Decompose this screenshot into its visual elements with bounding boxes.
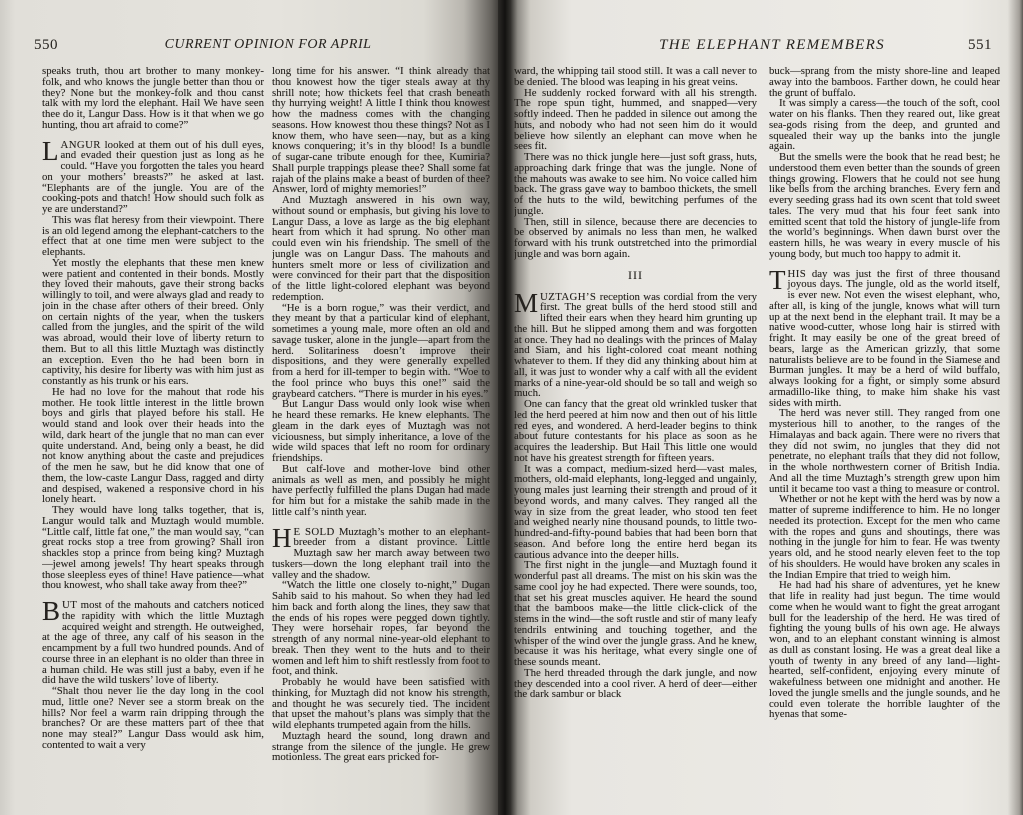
paragraph [272,303,490,400]
paragraph-text: speaks truth, thou art brother to many monkey-folk, and who knows the jungle better than thou or they? None but the monkey-folk and thou canst talk with my lord the elephant. Hail We have seen thee do it, Langur Dass. How is it that when we go hunting, thou art afraid to come?” [42,66,264,131]
section-opening-paragraph [42,596,264,687]
text-column-1 [42,66,264,811]
paragraph-text: “Watch the little one closely to-night,” Dugan Sahib said to his mahout. So when they had led him back and forth along the lines, they saw that the ends of his ropes were pegged down tightly. They were horsehair ropes, far beyond the strength of any normal nine-year-old elephant to break. Then they went to the huts and to their women and left him to shift restlessly from foot to foot, and think. [272,579,490,678]
paragraph [42,505,264,591]
paragraph [514,464,757,561]
paragraph-text: He had had his share of adventures, yet he knew that life in reality had just begun. The time would come when he would want to fight the great arrogant bull for the leadership of the herd. He was tired of fighting the young bulls of his own age. He always won, and to an elephant constant winning is almost as dull as constant losing. He was a great deal like a youth of twenty in any breed of any land—light-hearted, self-confident, enjoying every minute of wakefulness between one midnight and another. He loved the jungle smells and the jungle sounds, and he could even tolerate the horrible laughter of the hyenas that some- [769,579,1000,721]
paragraph [272,580,490,677]
paragraph-text: It was a compact, medium-sized herd—vast males, mothers, old-maid elephants, long-legged and ungainly, young males just learning their strength and proud of it beyond words, and many calves. They ranged all the way in size from the great leader, who stood ten feet and weighed nearly nine thousand pounds, to little two-hundred-and-fifty-pound babies that had been born that season. And before long the entire herd began its cautious advance into the deeper hills. [514,462,757,561]
paragraph-text: They would have long talks together, that is, Langur would talk and Muztagh would mumble. “Little calf, little fat one,” the man would say, “can great rocks stop a tree from growing? Shall iron shackles stop a prince from being king? Muztagh—jewel among jewels! Thy heart speaks through those sleepless eyes of thine! Have patience—what thou knowest, who shall take away from thee?” [42,504,264,592]
paragraph [769,98,1000,152]
drop-cap-lead-word: HIS [787,267,807,280]
paragraph-text: The herd threaded through the dark jungle, and now they descended into a cool river. A herd of deer—either the dark sambur or black [514,666,757,701]
paragraph [769,66,1000,98]
paragraph-text: He suddenly rocked forward with all his strength. The rope spun tight, hummed, and snapped—very softly indeed. Then he padded in silence out among the huts, and nobody who had not seen him do it would believe how silently an elephant can move when he sees fit. [514,86,757,153]
paragraph [272,195,490,303]
paragraph-text: looked at them out of his dull eyes, and evaded their question just as long as he could. “Have you forgotten the tales you heard on your mothers’ breasts?” he asked at last. “Elephants are of the jungle. You are of the cooking-pots and thatch! How should such folk as ye are understand?” [42,138,264,215]
paragraph [769,494,1000,580]
paragraph-text: He had no love for the mahout that rode his mother. He took little interest in the little brown boys and girls that played before his stall. He would stand and look over their heads into the wild, dark heart of the jungle that no man can ever quite understand. And, being only a beast, he did not know anything about the caste and prejudices of the men he saw, but he did know that one of them, the low-caste Langur Dass, ragged and dirty and despised, wakened a responsive chord in his lonely heart. [42,385,264,506]
running-head: CURRENT OPINION FOR APRIL [164,37,372,52]
paragraph [272,66,490,195]
paragraph [42,66,264,131]
paragraph-text: One can fancy that the great old wrinkled tusker that led the herd peered at him now and then out of his little red eyes, and wondered. A herd-leader begins to think about future contestants for his place as soon as he acquires the leadership. But Hail This little one would not have his greatest strength for fifteen years. [514,398,757,464]
paragraph-text: But Langur Dass would only look wise when he heard these remarks. He knew elephants. The gleam in the dark eyes of Muztagh was not viciousness, but simply inheritance, a love of the wide wild spaces that left no room for ordinary friendships. [272,398,490,464]
drop-cap-lead-word: E SOLD [293,525,335,538]
drop-cap: M [514,287,539,318]
paragraph [514,399,757,464]
paragraph-text: “He is a born rogue,” was their verdict, and they meant by that a particular kind of elephant, sometimes a young male, more often an old and savage tusker, alone in the jungle—apart from the herd. Solitariness doesn’t improve their dispositions, and they were generally expelled from a herd for ill-temper to begin with. “Woe to the fool prince who buys this one!” said the graybeard catchers. “There is murder in his eyes.” [272,301,490,400]
section-opening-paragraph [769,264,1000,409]
page-number: 551 [968,37,992,53]
paragraph-text: This was flat heresy from their viewpoint. There is an old legend among the elephant-catchers to the effect that at one time men were subject to the elephants. [42,213,264,258]
paragraph-text: Whether or not he kept with the herd was by now a matter of supreme indifference to him. He no longer needed its protection. Except for the men who came with the ropes and guns and shoutings, there was nothing in the jungle for him to fear. He was twenty years old, and he stood nearly eleven feet to the top of his shoulders. He would have broken any scales in the Indian Empire that tried to weigh him. [769,493,1000,581]
paragraph-text: And Muztagh answered in his own way, without sound or emphasis, but giving his love to Langur Dass, a love as large as the big elephant heart from which it had sprung. No other man could even win his friendship. The smell of the jungle was on Langur Dass. The mahouts and hunters smelt more or less of civilization and were convinced for their part that the disposition of the little light-colored elephant was beyond redemption. [272,194,490,303]
text-column-2 [272,66,490,811]
paragraph-text: Then, still in silence, because there are decencies to be observed by animals no less than men, he walked forward with his trunk outstretched into the primordial jungle and was born again. [514,215,757,260]
paragraph-text: buck—sprang from the misty shore-line and leaped away into the bamboos. Farther down, he could hear the grunt of buffalo. [769,66,1000,99]
section-heading: III [628,267,643,282]
paragraph [272,731,490,763]
section-opening-paragraph [272,522,490,581]
paragraph-text: Probably he would have been satisfied with thinking, for Muztagh did not know his strength, and thought he was securely tied. The incident that upset the mahout’s plans was simply that the wild elephants trumpeted again from the hills. [272,676,490,731]
paragraph [769,408,1000,494]
paragraph [514,217,757,260]
paragraph-text: The first night in the jungle—and Muztagh found it wonderful past all dreams. The mist on his skin was the same cool joy he had expected. There were sounds, too, that set his great muscles aquiver. He heard the sound that the bamboos make—the little click-click of the stems in the wind—the soft rustle and stir of many leafy tendrils entwining and touching together, and the whisper of the wind over the jungle grass. And he knew, because it was his heritage, what every single one of these sounds meant. [514,559,757,668]
paragraph [42,258,264,387]
paragraph-text: ward, the whipping tail stood still. It was a call never to be denied. The blood was leaping in his great veins. [514,66,757,88]
right-page [510,0,1023,815]
drop-cap: L [42,135,59,166]
section-opening-paragraph [514,287,757,400]
paragraph-text: The herd was never still. They ranged from one mysterious hill to another, to the ranges of the Himalayas and back again. There were no rivers that they did not swim, no jungles that they did not penetrate, no elephant trails that they did not follow, in the whole northwestern corner of British India. And all the time Muztagh’s strength grew upon him until it became too vast a thing to measure or control. [769,407,1000,495]
paragraph [272,399,490,464]
text-column-4 [769,66,1000,811]
paragraph-text: But the smells were the book that he read best; he understood them even better than the sounds of green things growing. Flowers that he could not see hung like bells from the arching branches. Every fern and every seeding grass had its own scent that told sweet tales. The very mud that his four feet sank into emitted scent that told the history of jungle-life from the world’s beginnings. When dawn burst over the eastern hills, he was weary in every muscle of his young body, but much too happy to admit it. [769,151,1000,260]
drop-cap-lead-word: ANGUR [60,138,101,151]
paragraph [514,66,757,88]
paragraph [42,686,264,751]
drop-cap: H [272,522,292,553]
paragraph-text: day was just the first of three thousand joyous days. The jungle, old as the world itself, is ever new. Not even the wisest elephant, who, after all, is king of the jungle, knows what will turn up at the next bend in the elephant trail. It may be a native wood-cutter, whose long hair is stirred with fright. It may easily be one of the great breed of bears, large as the American grizzly, that some naturalists believe are to be found in the Siamese and Burman jungles. It may be a herd of wild buffalo, always looking for a fight, or simply some absurd armadillo-like thing, to make him shake his vast sides with mirth. [769,267,1000,409]
paragraph-text: Yet mostly the elephants that these men knew were patient and contented in their bonds. Mostly they loved their mahouts, gave their strong backs willingly to toil, and were always glad and ready to join in the chase after others of their breed. Only on certain nights of the year, when the tuskers called from the jungles, and the spirit of the wild was abroad, would their love of liberty return to them. But to all this little Muztagh was distinctly an exception. Even tho he had been born in captivity, his desire for liberty was with him just as constantly as his trunk or his ears. [42,256,264,387]
page-number: 550 [34,37,58,53]
running-head: THE ELEPHANT REMEMBERS [659,37,885,53]
drop-cap-lead-word: UT [62,599,78,611]
paragraph [769,152,1000,260]
drop-cap: B [42,596,61,626]
paragraph-text: “Shalt thou never lie the day long in the cool mud, little one? Never see a storm break on the hills? Nor feel a warm rain dripping through the branches? Or are these matters part of thee that none may steal?” Langur Dass would ask him, contented to wait a very [42,685,264,751]
paragraph-text: But calf-love and mother-love bind other animals as well as men, and possibly he might have perfectly fulfilled the plans Dugan had made for him but for a mistake the sahib made in the little calf’s ninth year. [272,462,490,518]
paragraph-text: long time for his answer. “I think already that thou knowest how the tiger steals away at thy shrill note; how thickets feel that crash beneath thy hurrying weight! A little I think thou knowest how the madness comes with the changing seasons. How knowest thou these things? Not as I know them, who have seen—nay, but as a king knows conquering; it’s in thy blood! Is a bundle of sugar-cane tribute enough for thee, Kumiria? Shall purple trappings please thee? Shall some fat rajah of the plains make a beast of burden of thee? Answer, lord of mighty memories!” [272,66,490,196]
paragraph [42,387,264,505]
drop-cap: T [769,264,786,295]
left-page [0,0,504,815]
paragraph [514,88,757,153]
paragraph [769,580,1000,720]
paragraph-text: reception was cordial from the very first. The great bulls of the herd stood still and lifted their ears when they heard him grunting up the hill. But he slipped among them and was forgotten at once. They had no dealings with the princes of Malay and Siam, and his light-colored coat meant nothing whatever to them. If they did any thinking about him at all, it was just to wonder why a calf with all the evident marks of a nine-year-old should be so tall and weigh so much. [514,290,757,400]
paragraph-text: There was no thick jungle here—just soft grass, huts, approaching dark fringe that was the jungle. None of the mahouts was awake to see him. No voice called him back. The grass gave way to bamboo thickets, the smell of the huts to the wild, bewitching perfumes of the jungle. [514,151,757,217]
paragraph [514,560,757,668]
paragraph-text: It was simply a caress—the touch of the soft, cool water on his flanks. Then they reared out, like great sea-gods rising from the deep, and grunted and squealed their way up the banks into the jungle again. [769,97,1000,153]
paragraph [514,668,757,700]
drop-cap-lead-word: UZTAGH’S [540,290,597,303]
paragraph [514,152,757,217]
paragraph [42,215,264,258]
paragraph [272,677,490,731]
paragraph-text: Muztagh’s mother to an elephant-breeder from a distant province. Little Muztagh saw her march away between two tuskers—down the long elephant trail into the valley and the shadow. [272,525,490,581]
text-column-3 [514,66,757,811]
paragraph-text: most of the mahouts and catchers noticed the rapidity with which the little Muztagh acquired weight and strength. He outweighed, at the age of three, any calf of his season in the encampment by a full two hundred pounds. And of course three in an elephant is no older than three in a human child. He was still just a baby, even if he did have the wild tuskers’ love of liberty. [42,599,264,687]
section-opening-paragraph [42,135,264,215]
paragraph [272,464,490,518]
paragraph-text: Muztagh heard the sound, long drawn and strange from the silence of the jungle. He grew motionless. The great ears pricked for- [272,729,490,764]
